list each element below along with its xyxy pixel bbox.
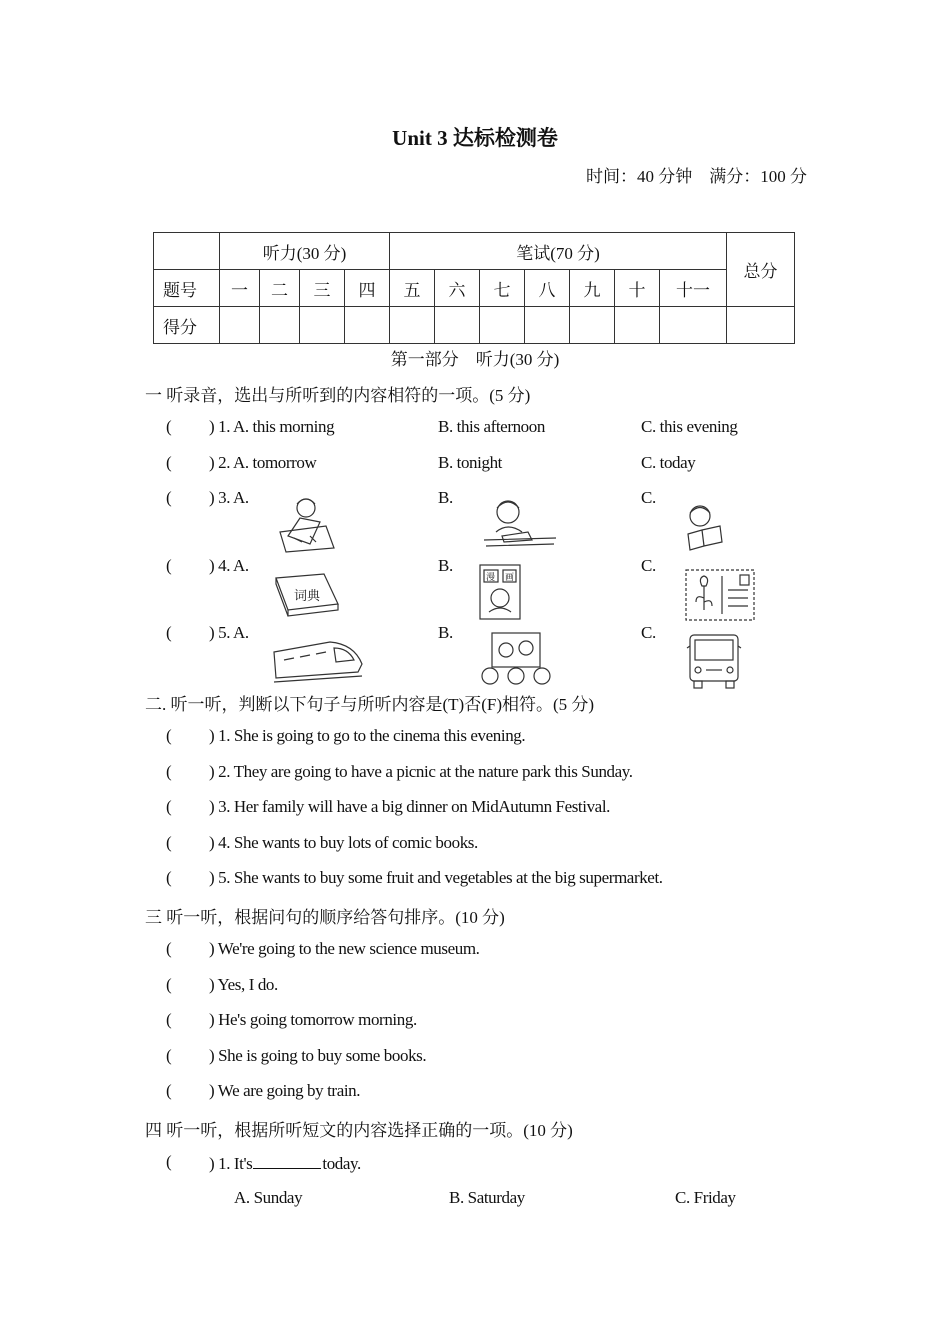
answer-paren: ( (166, 1152, 172, 1171)
section-number: 十一 (660, 270, 727, 307)
score-cell[interactable] (435, 307, 480, 344)
answer-item: ) She is going to buy some books. (209, 1046, 427, 1065)
score-cell[interactable] (525, 307, 570, 344)
bus-picture (686, 632, 742, 690)
score-cell[interactable] (220, 307, 260, 344)
option-c: C. (641, 623, 656, 642)
answer-blank[interactable] (253, 1152, 321, 1169)
score-cell[interactable] (260, 307, 300, 344)
answer-paren: ( (166, 762, 172, 781)
score-table-corner (154, 233, 220, 270)
section-number: 九 (570, 270, 615, 307)
writing-header: 笔试(70 分) (390, 233, 727, 270)
option-a: A. Sunday (234, 1188, 303, 1207)
section-number: 二 (260, 270, 300, 307)
statement-item: ) 3. Her family will have a big dinner on MidAutumn Festival. (209, 797, 610, 816)
postcard-picture (684, 568, 756, 622)
row-score-label: 得分 (154, 307, 220, 344)
section1-heading: 一 听录音，选出与所听到的内容相符的一项。(5 分) (145, 386, 531, 405)
answer-paren: ( (166, 488, 172, 507)
score-table (153, 232, 795, 344)
answer-paren: ( (166, 797, 172, 816)
high-speed-train-picture (270, 634, 366, 686)
boy-drawing-picture (270, 492, 340, 556)
score-cell[interactable] (660, 307, 727, 344)
option-b: B. (438, 623, 453, 642)
section-number: 三 (300, 270, 345, 307)
answer-paren: ( (166, 1081, 172, 1100)
option-b: B. (438, 488, 453, 507)
section-number: 六 (435, 270, 480, 307)
question-end: today. (322, 1154, 361, 1173)
answer-paren: ( (166, 726, 172, 745)
option-c: C. Friday (675, 1188, 736, 1207)
answer-item: ) We are going by train. (209, 1081, 361, 1100)
listening-header: 听力(30 分) (220, 233, 390, 270)
section-number: 一 (220, 270, 260, 307)
option-c: C. this evening (641, 417, 738, 436)
time-and-score-info: 时间：40 分钟 满分：100 分 (586, 167, 807, 186)
answer-paren: ( (166, 939, 172, 958)
section-number: 七 (480, 270, 525, 307)
answer-paren: ( (166, 1046, 172, 1065)
answer-item: ) Yes, I do. (209, 975, 278, 994)
statement-item: ) 2. They are going to have a picnic at the nature park this Sunday. (209, 762, 633, 781)
fill-blank-question (209, 1152, 361, 1174)
boy-reading-desk-picture (478, 494, 558, 552)
section2-heading: 二. 听一听，判断以下句子与所听内容是(T)否(F)相符。(5 分) (145, 695, 595, 714)
answer-item: ) He's going tomorrow morning. (209, 1010, 417, 1029)
answer-paren: ( (166, 453, 172, 472)
score-cell[interactable] (570, 307, 615, 344)
section-number: 十 (615, 270, 660, 307)
answer-paren: ( (166, 833, 172, 852)
statement-item: ) 5. She wants to buy some fruit and vegetables at the big supermarket. (209, 868, 663, 887)
question-stem: ) 1. A. this morning (209, 417, 335, 436)
option-b: B. (438, 556, 453, 575)
question-stem: ) 5. A. (209, 623, 249, 642)
answer-paren: ( (166, 868, 172, 887)
answer-paren: ( (166, 623, 172, 642)
section-number: 五 (390, 270, 435, 307)
option-c: C. (641, 488, 656, 507)
boy-reading-book-picture (680, 500, 726, 556)
section4-heading: 四 听一听，根据所听短文的内容选择正确的一项。(10 分) (145, 1121, 573, 1140)
option-c: C. today (641, 453, 696, 472)
section-number: 八 (525, 270, 570, 307)
question-stem: ) 4. A. (209, 556, 249, 575)
comic-label-2: 画 (505, 573, 515, 583)
option-b: B. Saturday (449, 1188, 525, 1207)
dictionary-picture (272, 570, 342, 618)
answer-paren: ( (166, 556, 172, 575)
score-cell[interactable] (345, 307, 390, 344)
score-cell[interactable] (480, 307, 525, 344)
question-stem: ) 1. It's (209, 1154, 253, 1173)
question-stem: ) 3. A. (209, 488, 249, 507)
row-number-label: 题号 (154, 270, 220, 307)
score-cell[interactable] (727, 307, 795, 344)
comic-book-picture (477, 562, 523, 622)
option-b: B. tonight (438, 453, 503, 472)
answer-paren: ( (166, 975, 172, 994)
comic-label-1: 漫 (486, 573, 496, 583)
part1-title: 第一部分 听力(30 分) (390, 350, 560, 369)
page-title: Unit 3 达标检测卷 (392, 126, 558, 150)
score-cell[interactable] (615, 307, 660, 344)
statement-item: ) 1. She is going to go to the cinema this evening. (209, 726, 526, 745)
option-c: C. (641, 556, 656, 575)
cinema-picture (478, 630, 554, 686)
score-cell[interactable] (390, 307, 435, 344)
statement-item: ) 4. She wants to buy lots of comic books. (209, 833, 478, 852)
answer-item: ) We're going to the new science museum. (209, 939, 480, 958)
answer-paren: ( (166, 417, 172, 436)
dictionary-label: 词典 (294, 589, 321, 604)
section3-heading: 三 听一听，根据问句的顺序给答句排序。(10 分) (145, 908, 505, 927)
total-header: 总分 (727, 233, 795, 307)
option-b: B. this afternoon (438, 417, 545, 436)
section-number: 四 (345, 270, 390, 307)
answer-paren: ( (166, 1010, 172, 1029)
question-stem: ) 2. A. tomorrow (209, 453, 317, 472)
score-cell[interactable] (300, 307, 345, 344)
